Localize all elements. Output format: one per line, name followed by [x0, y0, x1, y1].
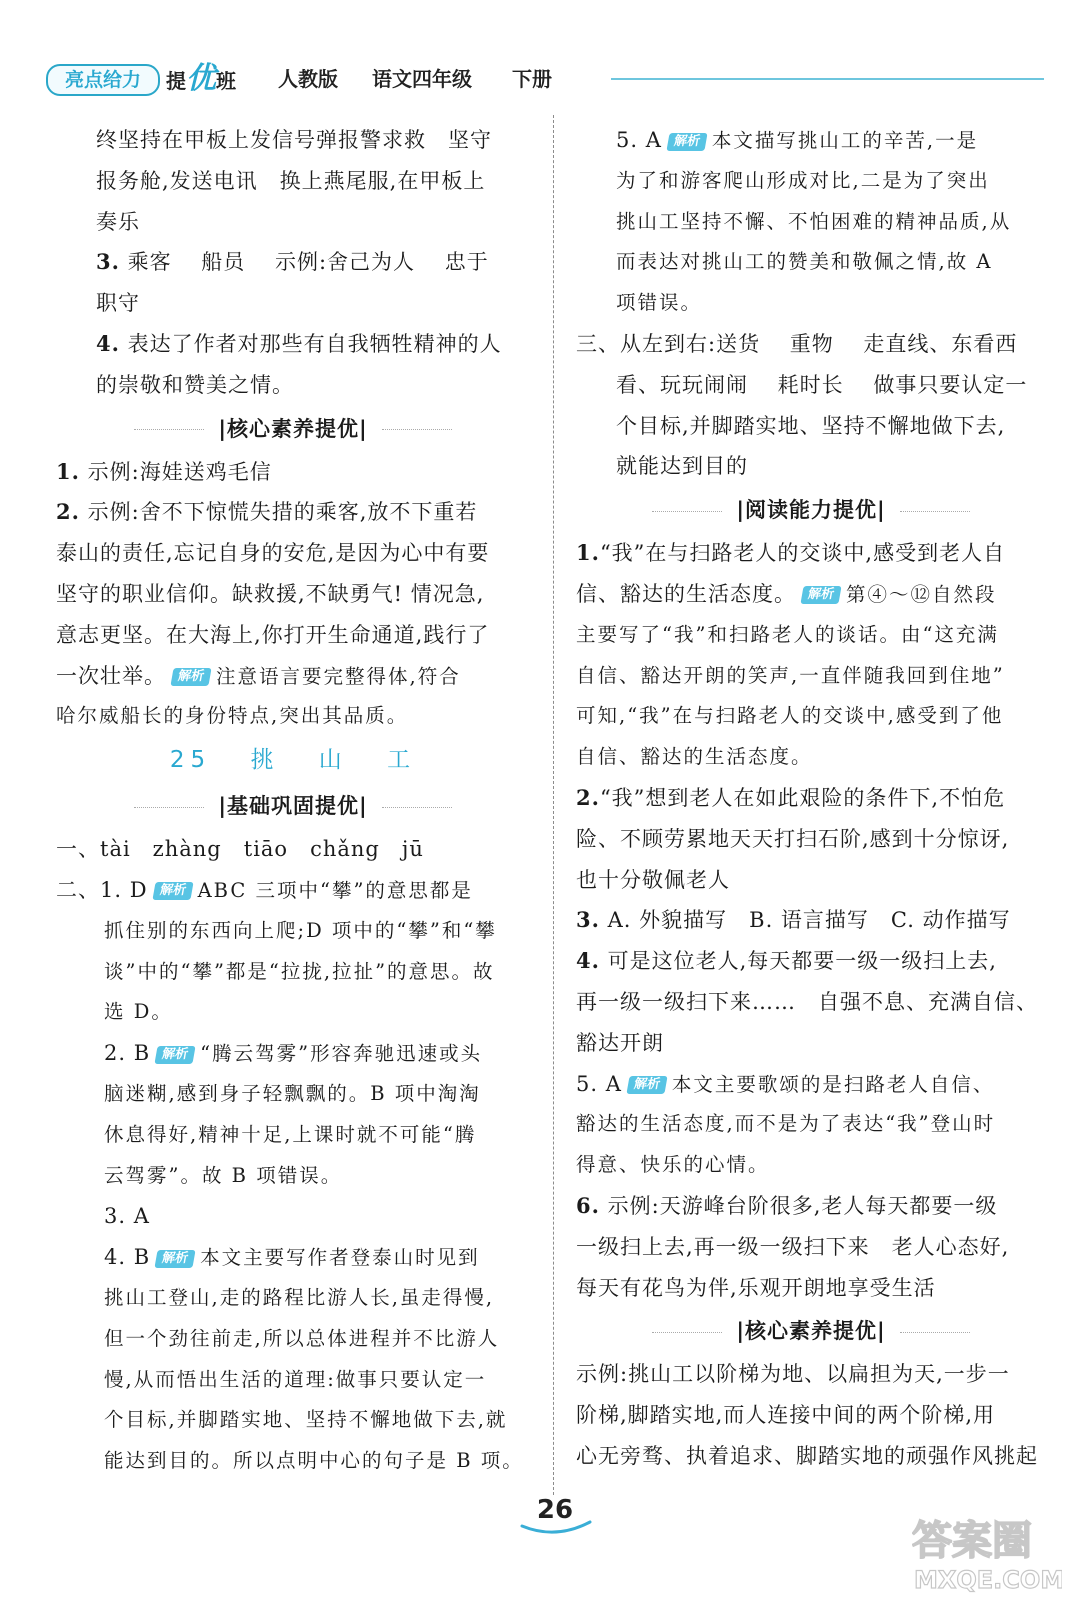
subject-label: 语文四年级: [372, 67, 472, 91]
left-column: [56, 120, 530, 1482]
analysis-tag: 解析: [666, 133, 707, 151]
reading-answer-4: 4. 可是这位老人,每天都要一级一级扫上去,: [576, 948, 997, 974]
pinyin-answers: 一、tài zhàng tiāo chǎng jū: [56, 837, 424, 862]
answer-line: 报务舱,发送电讯 换上燕尾服,在甲板上: [96, 168, 486, 193]
reading-answer-5: 5. A 解析 本文主要歌颂的是扫路老人自信、: [576, 1071, 995, 1096]
answer-line: 示例:挑山工以阶梯为地、以扁担为天,一步一: [576, 1362, 1010, 1387]
answer-c2: 2. 示例:舍不下惊慌失措的乘客,放不下重若: [56, 499, 478, 525]
reading-answer-2: 2.“我”想到老人在如此艰险的条件下,不怕危: [576, 784, 1006, 810]
answer-line: 抓住别的东西向上爬;D 项中的“攀”和“攀: [104, 918, 497, 942]
reading-answer-1: 1.“我”在与扫路老人的交谈中,感受到老人自: [576, 540, 1006, 566]
answer-2-4: 4. B 解析 本文主要写作者登泰山时见到: [104, 1245, 480, 1270]
analysis-tag: 解析: [152, 882, 193, 900]
series-title: 提优班: [166, 61, 236, 96]
reading-answer-6: 6. 示例:天游峰台阶很多,老人每天都要一级: [576, 1192, 998, 1218]
answer-line: 脑迷糊,感到身子轻飘飘的。B 项中淘淘: [104, 1081, 481, 1105]
analysis-tag: 解析: [626, 1076, 667, 1094]
answer-line: 项错误。: [616, 291, 703, 315]
answer-line: 的崇敬和赞美之情。: [96, 372, 294, 397]
answer-line: 信、豁达的生活态度。 解析 第④～⑫自然段: [576, 581, 997, 606]
answer-2-2: 2. B 解析 “腾云驾雾”形容奔驰迅速或头: [104, 1041, 483, 1066]
answer-line: 坚守的职业信仰。缺救援,不缺勇气! 情况急,: [56, 581, 485, 606]
page-number: 26: [536, 1495, 574, 1525]
answer-line: 挑山工登山,走的路程比游人长,虽走得慢,: [104, 1285, 495, 1309]
answer-line: 个目标,并脚踏实地、坚持不懈地做下去,就: [104, 1408, 508, 1432]
answer-line: 可知,“我”在与扫路老人的交谈中,感受到了他: [576, 704, 1004, 728]
answer-line: 挑山工坚持不懈、不怕困难的精神品质,从: [616, 209, 1012, 233]
answer-line: 险、不顾劳累地天天打扫石阶,感到十分惊讶,: [576, 826, 1010, 851]
answer-line: 心无旁骛、执着追求、脚踏实地的顽强作风挑起: [576, 1443, 1038, 1468]
brand-logo: 亮点给力: [46, 64, 160, 96]
answer-line: 主要写了“我”和扫路老人的谈话。由“这充满: [576, 622, 999, 646]
volume-label: 下册: [512, 67, 552, 91]
answer-line: 每天有花鸟为伴,乐观开朗地享受生活: [576, 1275, 936, 1300]
section-heading-basic: |基础巩固提优|: [56, 783, 530, 829]
answer-q3: 3. 乘客 船员 示例:舍己为人 忠于: [96, 249, 489, 275]
page-footer: [510, 1492, 600, 1536]
answer-line: 哈尔威船长的身份特点,突出其品质。: [56, 704, 409, 728]
analysis-tag: 解析: [155, 1046, 196, 1064]
lesson-title: 25 挑 山 工: [169, 747, 417, 774]
section-heading-core: |核心素养提优|: [56, 406, 530, 452]
watermark-icon: [912, 1508, 1062, 1594]
answer-line: 一次壮举。 解析 注意语言要完整得体,符合: [56, 663, 461, 688]
answer-line: 职守: [96, 291, 140, 316]
watermark-url: MXQE.COM: [914, 1566, 1062, 1594]
answer-line: 再一级一级扫下来…… 自强不息、充满自信、: [576, 989, 1038, 1014]
reading-answer-3: 3. A. 外貌描写 B. 语言描写 C. 动作描写: [576, 907, 1011, 933]
column-divider: [553, 115, 554, 1495]
swoosh-icon: [518, 1520, 594, 1536]
answer-line: 选 D。: [104, 1000, 173, 1024]
answer-line: 自信、豁达开朗的笑声,一直伴随我回到住地”: [576, 663, 1005, 687]
answer-2-1: 二、1. D 解析 ABC 三项中“攀”的意思都是: [56, 877, 473, 902]
answer-line: 云驾雾”。故 B 项错误。: [104, 1163, 343, 1187]
answer-line: 慢,从而悟出生活的道理:做事只要认定一: [104, 1367, 487, 1391]
page-header: [46, 62, 1046, 98]
answer-line: 休息得好,精神十足,上课时就不可能“腾: [104, 1122, 477, 1146]
edition-label: 人教版: [278, 67, 338, 91]
answer-line: 也十分敬佩老人: [576, 867, 730, 892]
answer-line: 豁达开朗: [576, 1030, 664, 1055]
header-rule: [611, 78, 1044, 80]
watermark-logo: [912, 1508, 1062, 1594]
answer-line: 自信、豁达的生活态度。: [576, 745, 813, 769]
answer-line: 看、玩玩闹闹 耗时长 做事只要认定一: [616, 372, 1028, 397]
answer-line: 意志更坚。在大海上,你打开生命通道,践行了: [56, 622, 490, 647]
answer-line: 个目标,并脚踏实地、坚持不懈地做下去,: [616, 413, 1006, 438]
answer-line: 一级扫上去,再一级一级扫下来 老人心态好,: [576, 1234, 1010, 1259]
section-heading-reading: |阅读能力提优|: [576, 487, 1046, 533]
analysis-tag: 解析: [170, 668, 211, 686]
answer-2-5: 5. A 解析 本文描写挑山工的辛苦,一是: [616, 128, 979, 152]
right-column: [576, 120, 1046, 1477]
answer-line: 但一个劲往前走,所以总体进程并不比游人: [104, 1326, 500, 1350]
answer-line: 阶梯,脚踏实地,而人连接中间的两个阶梯,用: [576, 1403, 996, 1428]
answer-line: 谈”中的“攀”都是“拉拢,拉扯”的意思。故: [104, 959, 495, 983]
analysis-tag: 解析: [800, 586, 841, 604]
answer-q4: 4. 表达了作者对那些有自我牺牲精神的人: [96, 330, 502, 356]
answer-line: 就能达到目的: [616, 454, 748, 479]
answer-line: 豁达的生活态度,而不是为了表达“我”登山时: [576, 1112, 996, 1136]
answer-line: 而表达对挑山工的赞美和敬佩之情,故 A: [616, 250, 993, 274]
answer-line: 能达到目的。所以点明中心的句子是 B 项。: [104, 1449, 524, 1473]
answer-line: 得意、快乐的心情。: [576, 1153, 770, 1177]
answer-line: 奏乐: [96, 209, 140, 234]
answer-c1: 1. 示例:海娃送鸡毛信: [56, 458, 272, 484]
answer-2-3: 3. A: [104, 1204, 150, 1229]
section-heading-core-2: |核心素养提优|: [576, 1308, 1046, 1354]
answer-line: 终坚持在甲板上发信号弹报警求救 坚守: [96, 128, 492, 152]
answer-line: 泰山的责任,忘记自身的安危,是因为心中有要: [56, 541, 490, 566]
answer-line: 为了和游客爬山形成对比,二是为了突出: [616, 168, 990, 192]
answer-3: 三、从左到右:送货 重物 走直线、东看西: [576, 331, 1018, 356]
watermark-text: 答案圈: [912, 1518, 1032, 1564]
analysis-tag: 解析: [155, 1250, 196, 1268]
